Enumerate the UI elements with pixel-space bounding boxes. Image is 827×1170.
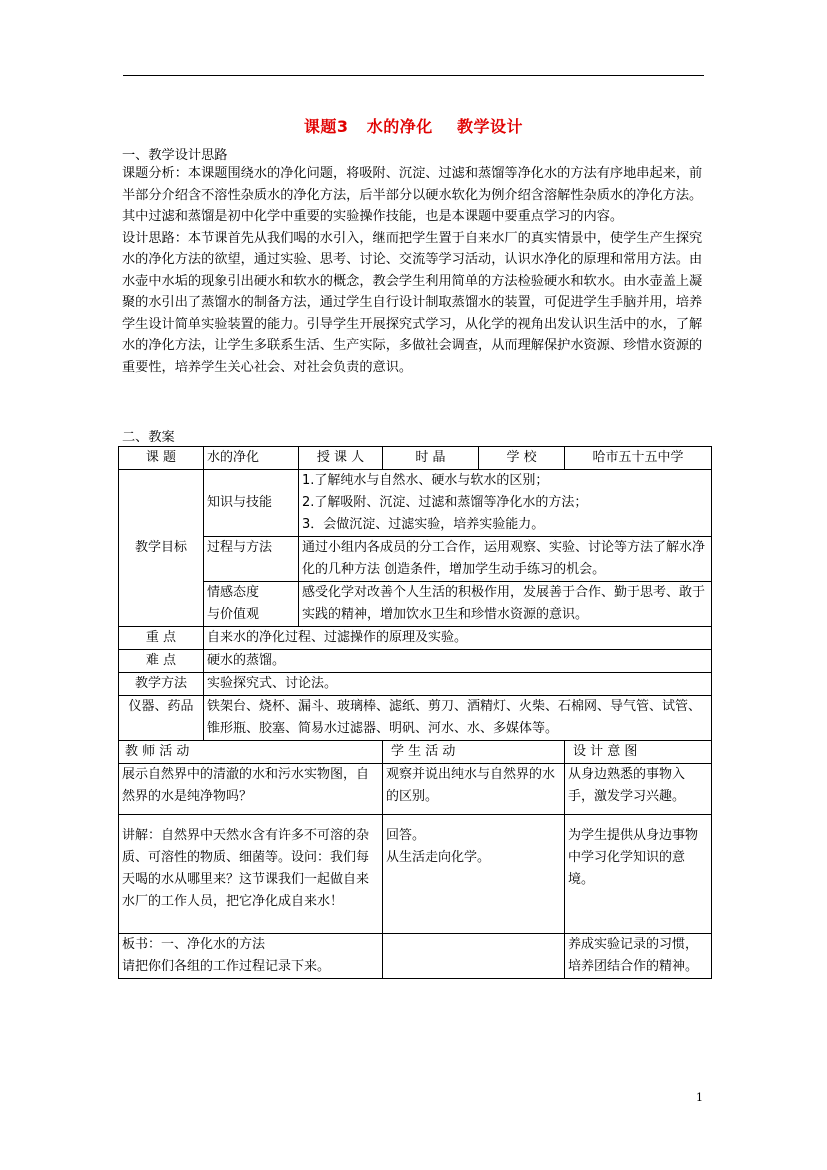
table-row <box>119 741 712 764</box>
method-content: 实验探究式、讨论法。 <box>204 673 712 696</box>
activity-student: 观察并说出纯水与自然界的水的区别。 <box>383 764 565 815</box>
table-row <box>119 470 712 537</box>
table-row <box>119 815 712 934</box>
goal2-label: 过程与方法 <box>204 537 299 582</box>
activity-student: 回答。 从生活走向化学。 <box>383 815 565 934</box>
goals-label: 教学目标 <box>119 470 204 627</box>
table-row <box>119 537 712 582</box>
activity-teacher: 板书：一、净化水的方法 请把你们各组的工作过程记录下来。 <box>119 934 383 979</box>
activity-intent: 为学生提供从身边事物中学习化学知识的意境。 <box>565 815 712 934</box>
teacher-name: 时 晶 <box>383 447 479 470</box>
table-row <box>119 447 712 470</box>
goal1-line: 2.了解吸附、沉淀、过滤和蒸馏等净化水的方法； <box>302 495 588 510</box>
key-content: 自来水的净化过程、过滤操作的原理及实验。 <box>204 627 712 650</box>
activity-student <box>383 934 565 979</box>
goal1-line: 3．会做沉淀、过滤实验，培养实验能力。 <box>302 517 545 532</box>
goal3-label <box>204 582 299 627</box>
school-label: 学 校 <box>479 447 565 470</box>
goal2-content: 通过小组内各成员的分工合作，运用观察、实验、讨论等方法了解水净化的几种方法 创造条件，增加学生动手练习的机会。 <box>299 537 712 582</box>
page-number: 1 <box>696 1091 703 1104</box>
table-row <box>119 673 712 696</box>
design-intent-header: 设 计 意 图 <box>565 741 712 764</box>
key-label: 重 点 <box>119 627 204 650</box>
method-label: 教学方法 <box>119 673 204 696</box>
teacher-label: 授 课 人 <box>299 447 383 470</box>
goal3-label-line: 与价值观 <box>207 607 260 622</box>
goal3-content: 感受化学对改善个人生活的积极作用，发展善于合作、勤于思考、敢于实践的精神，增加饮水卫生和珍惜水资源的意识。 <box>299 582 712 627</box>
goal1-content <box>299 470 712 537</box>
table-row <box>119 582 712 627</box>
teacher-activity-header: 教 师 活 动 <box>119 741 383 764</box>
page-title: 课题3 水的净化 教学设计 <box>303 117 524 136</box>
goal1-line: 1.了解纯水与自然水、硬水与软水的区别； <box>302 473 549 488</box>
table-row <box>119 627 712 650</box>
activity-intent: 养成实验记录的习惯，培养团结合作的精神。 <box>565 934 712 979</box>
activity-teacher: 讲解：自然界中天然水含有许多不可溶的杂质、可溶性的物质、细菌等。设问：我们每天喝的水从哪里来？这节课我们一起做自来水厂的工作人员，把它净化成自来水！ <box>119 815 383 934</box>
topic-value: 水的净化 <box>204 447 299 470</box>
goal3-label-line: 情感态度 <box>207 585 260 600</box>
activity-intent: 从身边熟悉的事物入手，激发学习兴趣。 <box>565 764 712 815</box>
difficult-content: 硬水的蒸馏。 <box>204 650 712 673</box>
difficult-label: 难 点 <box>119 650 204 673</box>
design-paragraph: 设计思路：本节课首先从我们喝的水引入，继而把学生置于自来水厂的真实情景中，使学生产生探究水的净化方法的欲望，通过实验、思考、讨论、交流等学习活动，认识水净化的原理和常用方法。由水壶中水垢的现象引出硬水和软水的概念，教会学生利用简单的方法检验硬水和软水。由水壶盖上凝聚的水引出了蒸馏水的制备方法，通过学生自行设计制取蒸馏水的装置，可促进学生手脑并用，培养学生设计简单实验装置的能力。引导学生开展探究式学习，从化学的视角出发认识生活中的水，了解水的净化方法，让学生多联系生活、生产实际，多做社会调查，从而理解保护水资源、珍惜水资源的重要性，培养学生关心社会、对社会负责的意识。 <box>122 230 703 375</box>
goal1-label: 知识与技能 <box>204 470 299 537</box>
activity-teacher: 展示自然界中的清澈的水和污水实物图，自然界的水是纯净物吗？ <box>119 764 383 815</box>
student-activity-header: 学 生 活 动 <box>383 741 565 764</box>
lesson-plan-table <box>118 446 712 979</box>
table-row <box>119 650 712 673</box>
school-value: 哈市五十五中学 <box>565 447 712 470</box>
section2-heading: 二、教案 <box>122 430 175 445</box>
section1-heading: 一、教学设计思路 <box>122 148 228 163</box>
equipment-label: 仪器、药品 <box>119 696 204 741</box>
topic-label: 课 题 <box>119 447 204 470</box>
table-row <box>119 934 712 979</box>
section1-body <box>122 163 712 378</box>
analysis-paragraph: 课题分析：本课题围绕水的净化问题，将吸附、沉淀、过滤和蒸馏等净化水的方法有序地串起来，前半部分介绍含不溶性杂质水的净化方法，后半部分以硬水软化为例介绍含溶解性杂质水的净化方法。其中过滤和蒸馏是初中化学中重要的实验操作技能，也是本课题中要重点学习的内容。 <box>122 166 703 224</box>
header-rule <box>123 75 704 76</box>
equipment-content: 铁架台、烧杯、漏斗、玻璃棒、滤纸、剪刀、酒精灯、火柴、石棉网、导气管、试管、锥形瓶、胶塞、简易水过滤器、明矾、河水、水、多媒体等。 <box>204 696 712 741</box>
table-row <box>119 696 712 741</box>
table-row <box>119 764 712 815</box>
